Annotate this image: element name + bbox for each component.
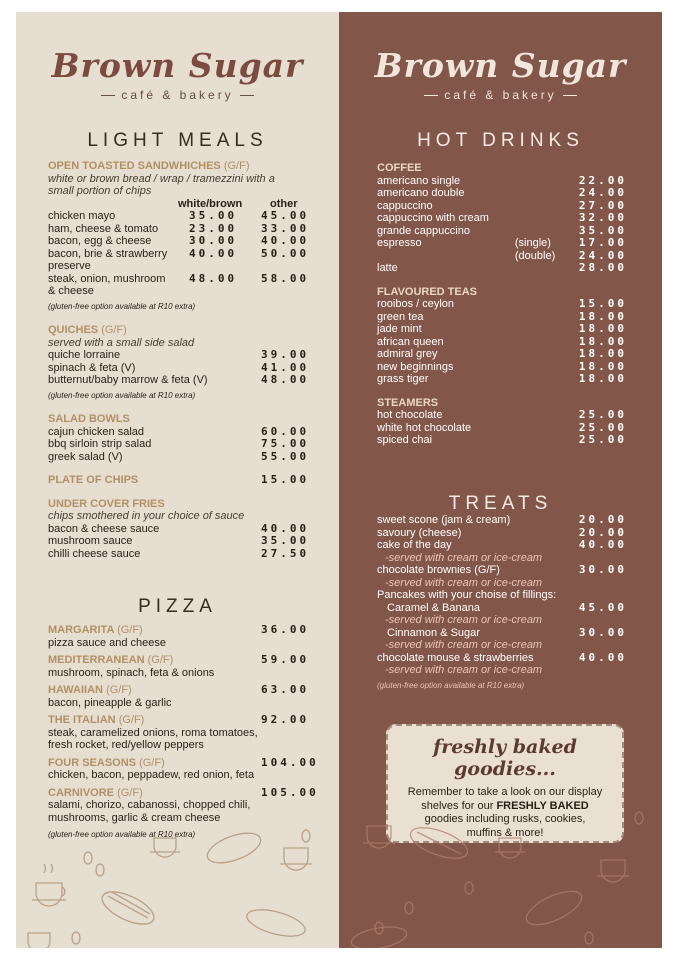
coffee-cup-icon [280, 848, 312, 870]
price-white-brown: 23.00 [189, 221, 238, 235]
item-name [377, 250, 515, 263]
sandwich-icon [244, 905, 308, 942]
gluten-free-tag: (G/F) [139, 756, 165, 769]
item-size [515, 212, 579, 225]
item-name: hot chocolate [377, 409, 443, 421]
decorative-food-illustrations [339, 788, 662, 948]
menu-item [377, 409, 627, 422]
pizza-header [48, 684, 318, 697]
menu-item [377, 237, 627, 250]
item-price: 18.00 [578, 347, 627, 360]
price-other: 50.00 [261, 246, 310, 260]
pizza-name [48, 624, 261, 637]
treats-list: sweet scone (jam & cream) 20.00 savoury (cheese) 20.00 cake of the day 40.00 -served with cream or ice-cream chocolate brownies (G/F) 30.00 -served with cream or ice-cream Pancakes with your choise of fillings: Caramel & Banana 45.00 -served with cream or ice-cream Cinnamon & Sugar 30.00 -served with cream or ice-cream chocolate mouse & strawberries 40.00 -served with cream or ice-cream (gluten-free option available at R10 extra) [377, 513, 627, 690]
item-name: chocolate brownies (G/F) [377, 564, 500, 576]
category-salads: SALAD BOWLS [48, 413, 130, 425]
item-price: 18.00 [578, 309, 627, 323]
pizza-price: 36.00 [261, 623, 310, 636]
price-column-header: white/brown other [178, 197, 298, 210]
menu-item [377, 323, 627, 336]
brand-tagline: café & bakery [444, 88, 557, 102]
item-name: Pancakes with your choise of fillings: [377, 589, 557, 601]
item-name: rooibos / ceylon [377, 298, 455, 310]
pizza-description: steak, caramelized onions, roma tomatoes, [48, 726, 258, 739]
item-name: cappuccino with cream [377, 212, 489, 224]
item-name: new beginnings [377, 360, 454, 373]
menu-item [48, 273, 318, 286]
item-name: quiche lorraine [48, 349, 121, 361]
brand-logo [16, 46, 339, 102]
sandwich-icon [204, 827, 265, 869]
price-white-brown [189, 260, 261, 273]
item-name: cake of the day [377, 539, 452, 551]
item-name: sweet scone (jam & cream) [377, 514, 511, 526]
item-name: & cheese [48, 285, 94, 297]
item-name: grande cappuccino [377, 224, 470, 237]
item-name: greek salad (V) [48, 450, 123, 463]
pizza-description: fresh rocket, red/yellow peppers [48, 739, 204, 751]
menu-item [48, 285, 318, 298]
menu-item [377, 348, 627, 361]
price-white-brown: 35.00 [189, 209, 238, 222]
item-name: spiced chai [377, 434, 433, 446]
pizza-title: MEDITERRANEAN [48, 654, 145, 666]
category-coffee: COFFEE [377, 162, 422, 174]
menu-item [48, 248, 318, 261]
pizza-description: mushrooms, garlic & cream cheese [48, 811, 221, 824]
pizza-header [48, 654, 318, 667]
menu-item [377, 373, 627, 386]
price-other [261, 285, 318, 298]
menu-item [48, 548, 318, 561]
item-price: 25.00 [578, 408, 627, 421]
menu-item [377, 589, 627, 602]
price-other: 40.00 [261, 234, 310, 247]
item-name: spinach & feta (V) [48, 361, 136, 374]
brand-name: Brown Sugar [374, 46, 627, 85]
menu-item [48, 210, 318, 223]
serving-note [377, 577, 627, 590]
item-name: -served with cream or ice-cream [385, 576, 543, 589]
coffee-cup-icon [32, 864, 66, 906]
menu-item [377, 262, 627, 275]
item-price: 24.00 [578, 186, 627, 199]
category-fries: UNDER COVER FRIES [48, 497, 165, 510]
menu-item [377, 434, 627, 447]
item-price: 18.00 [578, 334, 627, 348]
coffee-cup-icon [28, 933, 50, 948]
pizza-name [48, 654, 261, 667]
menu-item [377, 187, 627, 200]
item-price: 45.00 [578, 600, 627, 614]
serving-note [377, 664, 627, 677]
section-title-light-meals: LIGHT MEALS [87, 130, 268, 151]
pizza-name [48, 757, 261, 770]
item-name: grass tiger [377, 373, 429, 385]
item-name: bacon, egg & cheese [48, 235, 152, 247]
item-price: 40.00 [578, 650, 627, 664]
menu-item [48, 451, 318, 464]
coffee-cup-icon [363, 826, 395, 848]
item-price: 18.00 [578, 372, 627, 385]
menu-item [377, 564, 627, 577]
item-name: preserve [48, 260, 91, 272]
sandwich-icon [522, 884, 587, 931]
category-quiches: QUICHES (G/F) [48, 324, 127, 336]
item-name: savoury (cheese) [377, 526, 462, 539]
pizza-item [48, 684, 318, 709]
item-name: jade mint [377, 323, 422, 335]
item-price: 30.00 [578, 563, 627, 576]
gluten-free-tag: (G/F) [106, 684, 132, 696]
gluten-free-tag: (G/F) [118, 714, 145, 726]
menu-item [48, 374, 318, 387]
menu-item [48, 349, 318, 362]
item-price: 28.00 [578, 261, 627, 274]
item-name: admiral grey [377, 348, 438, 360]
pizza-name [48, 714, 261, 727]
item-name: -served with cream or ice-cream [385, 614, 543, 626]
item-name: steak, onion, mushroom [48, 272, 166, 285]
menu-item [377, 602, 627, 615]
sandwich-icon [407, 821, 472, 864]
brand-tagline: café & bakery [121, 88, 234, 102]
coffee-cup-icon [495, 838, 525, 858]
hot-drinks-list [377, 162, 627, 447]
item-price: 25.00 [578, 433, 627, 446]
item-name: chilli cheese sauce [48, 547, 141, 560]
light-meals-list: OPEN TOASTED SANDWHICHES (G/F) white or brown bread / wrap / tramezzini with a small portion of chips white/brown other chicken mayo 35.00 45.00 ham, cheese & tomato 23.00 33.00 bacon, egg & cheese 30.00 40.00 bacon, brie & strawberry 40.00 50.00 preserve steak, onion, mushroom 48.00 58.00 & cheese (gluten-free option available at R10 extra) QUICHES (G/F) served with a small side salad quiche lorraine 39.00 spinach & feta (V) 41.00 butternut/baby marrow & feta (V) 48.00 (gluten-free option available at R10 extra) SALAD BOWLS cajun chicken salad 60.00 bbq sirloin strip salad 75.00 greek salad (V) 55.00 PLATE OF CHIPS 15.00 UNDER COVER FRIES chips smothered in your choice of sauce bacon & cheese sauce 40.00 mushroom sauce 35.00 chilli cheese sauce 27.50 [48, 160, 318, 560]
item-price: 22.00 [578, 173, 627, 187]
item-name: americano double [377, 187, 465, 199]
menu-item [48, 535, 318, 548]
section-title-pizza: PIZZA [138, 596, 217, 617]
menu-item [48, 235, 318, 248]
menu-item [48, 438, 318, 451]
category-sandwiches: OPEN TOASTED SANDWHICHES (G/F) [48, 160, 250, 172]
item-name: bacon, brie & strawberry [48, 247, 168, 260]
item-name: cajun chicken salad [48, 425, 145, 438]
item-size: (double) [514, 249, 556, 262]
section-title-treats: TREATS [448, 493, 553, 514]
sandwich-description: white or brown bread / wrap / tramezzini with a [48, 172, 275, 185]
right-menu-panel [339, 12, 662, 948]
gluten-free-note: (gluten-free option available at R10 extra) [48, 301, 196, 311]
item-price: 18.00 [578, 359, 627, 373]
menu-item [377, 298, 627, 311]
pizza-item [48, 757, 318, 782]
item-name: african queen [377, 335, 444, 348]
pizza-title: MARGARITA [48, 624, 114, 636]
pizza-title: THE ITALIAN [48, 714, 116, 726]
item-price: 39.00 [261, 348, 310, 361]
item-price: 24.00 [578, 248, 627, 262]
item-name: -served with cream or ice-cream [385, 551, 543, 564]
price-white-brown: 30.00 [189, 234, 238, 247]
item-name: bacon & cheese sauce [48, 522, 160, 535]
pizza-header [48, 624, 318, 637]
item-size [515, 225, 579, 238]
pizza-price: 92.00 [261, 713, 310, 726]
item-price: 40.00 [261, 521, 310, 535]
price-white-brown [189, 285, 261, 298]
goodies-title: freshly baked goodies... [433, 736, 577, 780]
pizza-title: HAWAIIAN [48, 684, 103, 696]
item-name: butternut/baby marrow & feta (V) [48, 374, 208, 386]
item-price: 55.00 [261, 449, 310, 463]
item-size [515, 175, 579, 188]
item-price: 27.50 [261, 546, 310, 560]
item-size [515, 262, 579, 275]
item-price: 30.00 [578, 625, 627, 639]
menu-item-chips: PLATE OF CHIPS 15.00 [48, 473, 310, 486]
menu-item [48, 260, 318, 273]
gluten-free-tag: (G/F) [147, 654, 174, 666]
item-price: 17.00 [578, 236, 627, 249]
gluten-free-tag: (G/F) [117, 624, 143, 636]
item-size: (single) [514, 237, 551, 249]
item-price: 27.00 [578, 198, 627, 212]
pizza-description: chicken, bacon, peppadew, red onion, feta [48, 769, 255, 781]
serving-note [377, 614, 627, 627]
item-name: ham, cheese & tomato [48, 222, 159, 235]
item-price: 32.00 [578, 211, 627, 224]
brand-name: Brown Sugar [51, 46, 304, 85]
item-price: 20.00 [578, 513, 627, 526]
price-other: 33.00 [261, 221, 310, 235]
item-name: mushroom sauce [48, 535, 133, 547]
item-price: 75.00 [261, 437, 310, 450]
menu-item [377, 514, 627, 527]
pizza-price: 104.00 [261, 755, 319, 769]
item-name: americano single [377, 174, 461, 187]
pizza-name [48, 684, 261, 697]
item-name: -served with cream or ice-cream [385, 639, 543, 651]
item-price: 40.00 [578, 538, 627, 551]
menu-item [377, 212, 627, 225]
item-price: 15.00 [578, 297, 627, 310]
pizza-header [48, 714, 318, 727]
item-price: 35.00 [261, 534, 310, 547]
item-name: green tea [377, 310, 424, 323]
item-name: espresso [377, 237, 422, 249]
brand-logo [339, 46, 662, 102]
coffee-beans-icon [375, 812, 643, 944]
pizza-price: 63.00 [261, 683, 310, 696]
pizza-price: 105.00 [261, 785, 319, 799]
item-name: Cinnamon & Sugar [387, 626, 480, 639]
left-menu-panel [16, 12, 339, 948]
coffee-beans-icon [72, 830, 310, 944]
pizza-title: CARNIVORE [48, 786, 115, 799]
pizza-item [48, 714, 318, 752]
item-name: chocolate mouse & strawberries [377, 651, 534, 664]
gluten-free-tag: (G/F) [117, 786, 143, 799]
pizza-description: mushroom, spinach, feta & onions [48, 666, 215, 679]
coffee-cup-icon [150, 838, 180, 857]
decorative-food-illustrations [16, 785, 339, 948]
menu-item [377, 652, 627, 665]
pizza-item [48, 624, 318, 649]
serving-note [377, 639, 627, 652]
item-name: -served with cream or ice-cream [385, 664, 543, 676]
goodies-text: Remember to take a look on our display shelves for our FRESHLY BAKED goodies including rusks, cookies, muffins & more! [407, 786, 603, 839]
item-price: 20.00 [578, 525, 627, 539]
item-price: 60.00 [261, 424, 310, 438]
item-name: chicken mayo [48, 210, 116, 222]
item-price: 41.00 [261, 360, 310, 374]
pizza-header [48, 757, 318, 770]
item-name: white hot chocolate [377, 421, 472, 434]
item-price: 18.00 [578, 322, 627, 335]
pizza-price: 59.00 [261, 653, 310, 666]
price-other [261, 260, 318, 273]
item-name: latte [377, 262, 398, 274]
item-size [515, 200, 579, 213]
price-white-brown: 40.00 [189, 246, 238, 260]
sandwich-icon [98, 885, 159, 930]
price-white-brown: 48.00 [189, 271, 238, 285]
category-teas: FLAVOURED TEAS [377, 285, 478, 298]
menu-item [377, 539, 627, 552]
menu-item [377, 627, 627, 640]
item-name: cappuccino [377, 199, 433, 212]
item-size [515, 187, 579, 200]
pizza-description: bacon, pineapple & garlic [48, 696, 172, 709]
pizza-description: pizza sauce and cheese [48, 636, 167, 649]
item-price: 48.00 [261, 373, 310, 386]
pizza-description: salami, chorizo, cabanossi, chopped chili, [48, 799, 251, 811]
section-title-hot-drinks: HOT DRINKS [417, 130, 584, 151]
price-other: 45.00 [261, 209, 310, 222]
pizza-item [48, 654, 318, 679]
item-price: 25.00 [578, 420, 627, 434]
item-name: bbq sirloin strip salad [48, 438, 152, 450]
category-steamers: STEAMERS [377, 396, 439, 409]
sandwich-icon [350, 923, 409, 948]
coffee-cup-icon [597, 860, 629, 882]
price-other: 58.00 [261, 271, 310, 285]
pizza-title: FOUR SEASONS [48, 756, 137, 769]
pizza-list: MARGARITA (G/F) 36.00 pizza sauce and cheese MEDITERRANEAN (G/F) 59.00 mushroom, spinach, feta & onions HAWAIIAN (G/F) 63.00 bacon, pineapple & garlic THE ITALIAN (G/F) 92.00 steak, caramelized onions, roma tomatoes, fresh rocket, red/yellow peppers FOUR SEASONS (G/F) 104.00 chicken, bacon, peppadew, red onion, feta CARNIVORE (G/F) 105.00 salami, chorizo, cabanossi, chopped chili, mushrooms, garlic & cream cheese (gluten-free option available at R10 extra) [48, 623, 319, 839]
item-price: 35.00 [578, 223, 627, 237]
item-name: Caramel & Banana [387, 601, 480, 614]
